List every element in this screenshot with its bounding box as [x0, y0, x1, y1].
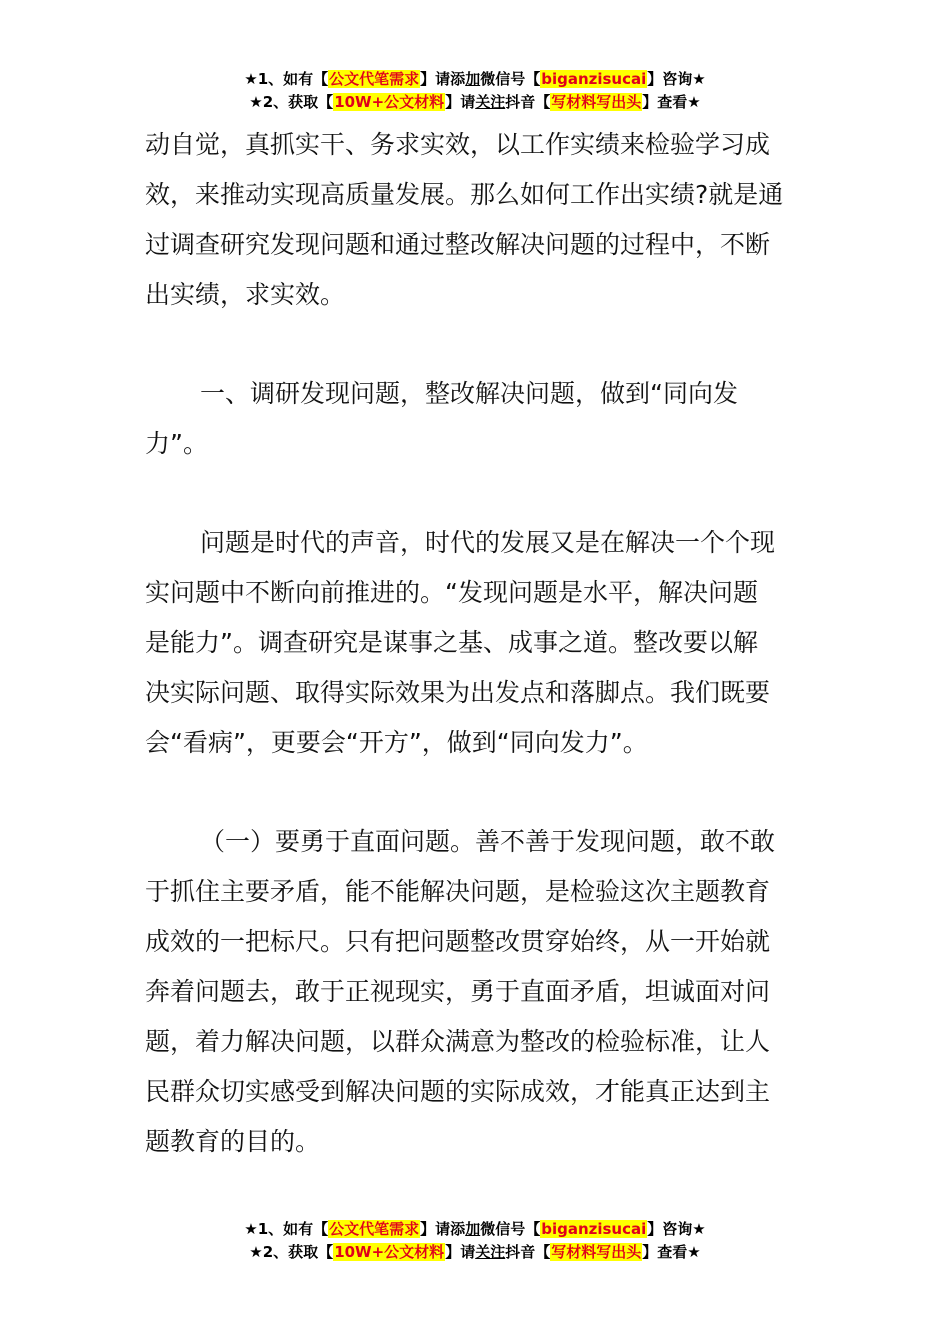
banner-line-1 [0, 68, 950, 91]
banner-text: 】请添 [420, 70, 466, 88]
banner-text: 】查看★ [642, 93, 701, 111]
text-line: （一）要勇于直面问题。善不善于发现问题，敢不敢 [200, 827, 776, 856]
banner-underline: 关注 [475, 93, 506, 111]
banner-line-2 [0, 91, 950, 114]
banner-highlight: biganzisucai [541, 70, 647, 88]
banner-underline: 加 [465, 1220, 481, 1238]
banner-highlight: 写材料写出头 [551, 1243, 642, 1261]
banner-text: 抖音【 [505, 93, 551, 111]
banner-text: 】咨询★ [647, 1220, 706, 1238]
banner-highlight: 写材料写出头 [551, 93, 642, 111]
text-line: 是能力”。调查研究是谋事之基、成事之道。整改要以解 [145, 628, 758, 657]
text-line: 题，着力解决问题，以群众满意为整改的检验标准，让人 [145, 1027, 771, 1056]
banner-highlight: 公文代笔需求 [329, 1220, 420, 1238]
paragraph-problems [145, 518, 810, 768]
text-line: 力”。 [145, 429, 208, 458]
text-line: 成效的一把标尺。只有把问题整改贯穿始终，从一开始就 [145, 927, 771, 956]
footer-banner [0, 1218, 950, 1264]
banner-line-1 [0, 1218, 950, 1241]
banner-text: 】请 [445, 1243, 476, 1261]
banner-text: ★2、获取【 [249, 93, 334, 111]
banner-highlight: 公文代笔需求 [329, 70, 420, 88]
banner-text: 】请 [445, 93, 476, 111]
paragraph-subsection-1 [145, 817, 810, 1167]
banner-text: ★1、如有【 [244, 1220, 329, 1238]
text-line: 一、调研发现问题，整改解决问题，做到“同向发 [200, 379, 738, 408]
banner-highlight: biganzisucai [541, 1220, 647, 1238]
banner-text: 】查看★ [642, 1243, 701, 1261]
text-line: 动自觉，真抓实干、务求实效，以工作实绩来检验学习成 [145, 130, 771, 159]
banner-text: ★1、如有【 [244, 70, 329, 88]
header-banner [0, 68, 950, 114]
document-body [145, 120, 810, 1167]
banner-text: 微信号【 [480, 70, 541, 88]
text-line: 出实绩，求实效。 [145, 280, 346, 309]
text-line: 问题是时代的声音，时代的发展又是在解决一个个现 [200, 528, 776, 557]
paragraph-intro [145, 120, 810, 320]
banner-text: 】请添 [420, 1220, 466, 1238]
banner-text: ★2、获取【 [249, 1243, 334, 1261]
banner-underline: 加 [465, 70, 481, 88]
banner-text: 微信号【 [480, 1220, 541, 1238]
text-line: 奔着问题去，敢于正视现实，勇于直面矛盾，坦诚面对问 [145, 977, 771, 1006]
banner-text: 抖音【 [505, 1243, 551, 1261]
text-line: 决实际问题、取得实际效果为出发点和落脚点。我们既要 [145, 678, 771, 707]
banner-line-2 [0, 1241, 950, 1264]
text-line: 效，来推动实现高质量发展。那么如何工作出实绩?就是通 [145, 180, 784, 209]
banner-highlight: 10W+公文材料 [334, 93, 445, 111]
banner-highlight: 10W+公文材料 [334, 1243, 445, 1261]
text-line: 于抓住主要矛盾，能不能解决问题，是检验这次主题教育 [145, 877, 771, 906]
text-line: 实问题中不断向前推进的。“发现问题是水平，解决问题 [145, 578, 758, 607]
text-line: 民群众切实感受到解决问题的实际成效，才能真正达到主 [145, 1077, 771, 1106]
text-line: 过调查研究发现问题和通过整改解决问题的过程中，不断 [145, 230, 771, 259]
banner-text: 】咨询★ [647, 70, 706, 88]
section-heading [145, 369, 810, 469]
banner-underline: 关注 [475, 1243, 506, 1261]
text-line: 题教育的目的。 [145, 1127, 321, 1156]
text-line: 会“看病”，更要会“开方”，做到“同向发力”。 [145, 728, 648, 757]
